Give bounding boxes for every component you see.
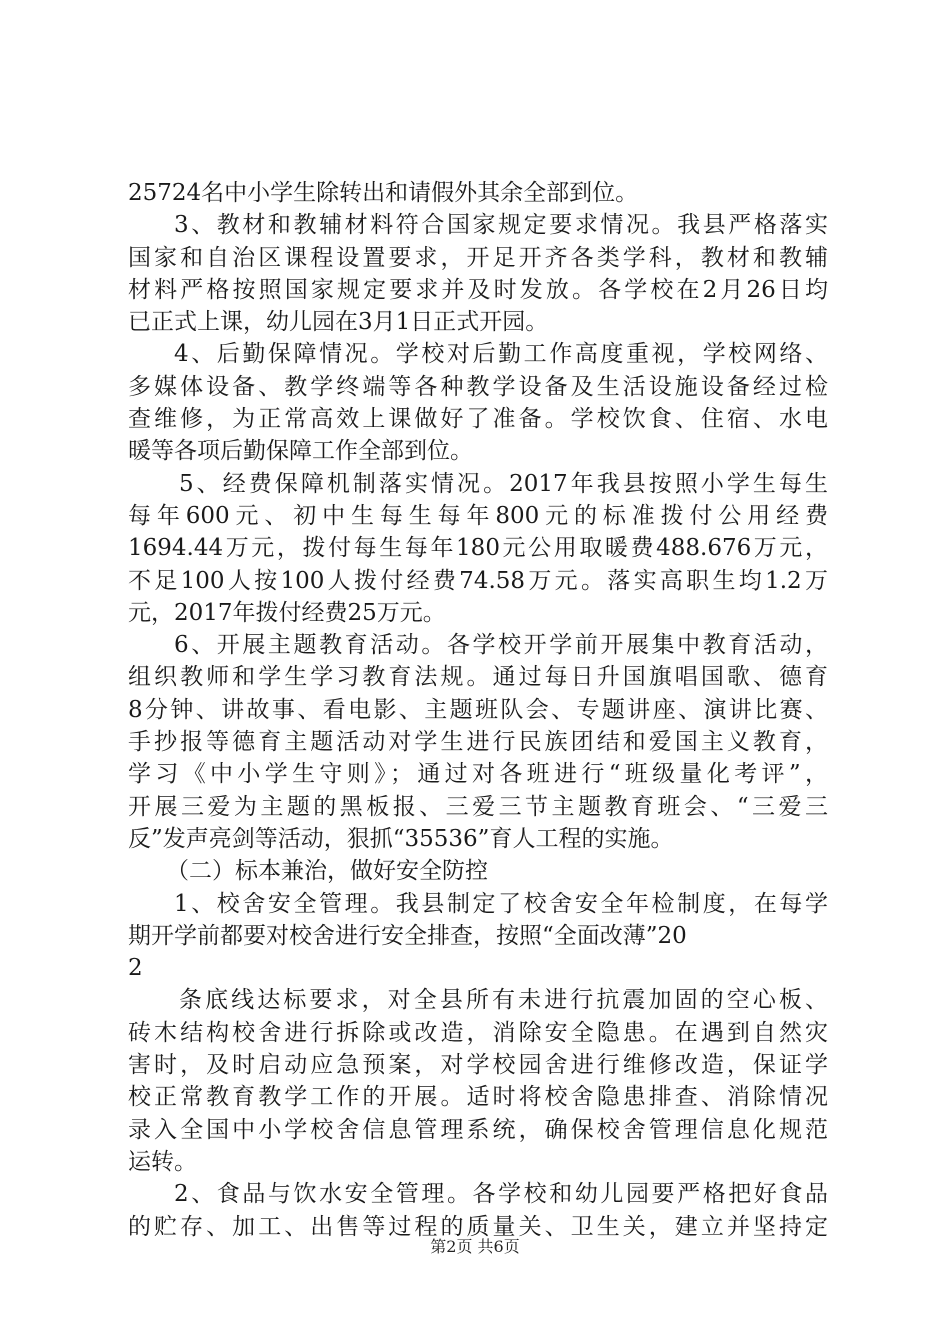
text-line: 学习《中小学生守则》；通过对各班进行“班级量化考评”， bbox=[128, 761, 828, 788]
text-line: 8分钟、讲故事、看电影、主题班队会、专题讲座、演讲比赛、 bbox=[128, 696, 828, 723]
text-line: 3、教材和教辅材料符合国家规定要求情况。我县严格落实 bbox=[174, 212, 828, 239]
text-line: 开展三爱为主题的黑板报、三爱三节主题教育班会、“三爱三 bbox=[128, 793, 828, 820]
text-line: 1694.44万元，拨付每生每年180元公用取暖费488.676万元， bbox=[128, 535, 828, 562]
text-line: 多媒体设备、教学终端等各种教学设备及生活设施设备经过检 bbox=[128, 373, 828, 400]
text-line: 国家和自治区课程设置要求，开足开齐各类学科，教材和教辅 bbox=[128, 244, 828, 271]
text-line: 不足100人按100人拨付经费74.58万元。落实高职生均1.2万 bbox=[128, 567, 828, 594]
text-line: 砖木结构校舍进行拆除或改造，消除安全隐患。在遇到自然灾 bbox=[128, 1019, 828, 1046]
text-line: 元，2017年拨付经费25万元。 bbox=[128, 599, 446, 626]
text-line: 6、开展主题教育活动。各学校开学前开展集中教育活动， bbox=[174, 632, 828, 659]
text-line: 5、经费保障机制落实情况。2017年我县按照小学生每生 bbox=[179, 470, 828, 497]
text-line: 已正式上课，幼儿园在3月1日正式开园。 bbox=[128, 309, 549, 336]
page-footer: 第2页 共6页 bbox=[430, 1237, 520, 1256]
text-line: 运转。 bbox=[128, 1148, 197, 1175]
text-line: 查维修，为正常高效上课做好了准备。学校饮食、住宿、水电 bbox=[128, 406, 828, 433]
text-line: 材料严格按照国家规定要求并及时发放。各学校在2月26日均 bbox=[128, 276, 828, 303]
text-line: 4、后勤保障情况。学校对后勤工作高度重视，学校网络、 bbox=[174, 341, 828, 368]
document-body bbox=[128, 177, 828, 1243]
text-line: 2 bbox=[128, 955, 143, 982]
text-line: 每年600元、初中生每生每年800元的标准拨付公用经费 bbox=[128, 502, 828, 529]
text-line: 25724名中小学生除转出和请假外其余全部到位。 bbox=[128, 180, 639, 206]
text-line: 害时，及时启动应急预案，对学校园舍进行维修改造，保证学 bbox=[128, 1052, 828, 1079]
text-line: 手抄报等德育主题活动对学生进行民族团结和爱国主义教育， bbox=[128, 729, 828, 756]
text-line: 的贮存、加工、出售等过程的质量关、卫生关，建立并坚持定 bbox=[128, 1213, 828, 1240]
text-line: 1、校舍安全管理。我县制定了校舍安全年检制度，在每学 bbox=[174, 890, 828, 917]
text-line: 条底线达标要求，对全县所有未进行抗震加固的空心板、 bbox=[179, 987, 828, 1014]
text-line: 暖等各项后勤保障工作全部到位。 bbox=[128, 438, 473, 465]
text-line: 组织教师和学生学习教育法规。通过每日升国旗唱国歌、德育 bbox=[128, 664, 828, 691]
text-line: 反”发声亮剑等活动，狠抓“35536”育人工程的实施。 bbox=[128, 825, 674, 852]
text-line: 录入全国中小学校舍信息管理系统，确保校舍管理信息化规范 bbox=[128, 1116, 828, 1143]
text-line: 期开学前都要对校舍进行安全排查，按照“全面改薄”20 bbox=[128, 922, 687, 949]
text-line: 校正常教育教学工作的开展。适时将校舍隐患排查、消除情况 bbox=[128, 1084, 828, 1111]
text-line: 2、食品与饮水安全管理。各学校和幼儿园要严格把好食品 bbox=[174, 1181, 828, 1208]
text-line: （二）标本兼治，做好安全防控 bbox=[166, 858, 488, 885]
